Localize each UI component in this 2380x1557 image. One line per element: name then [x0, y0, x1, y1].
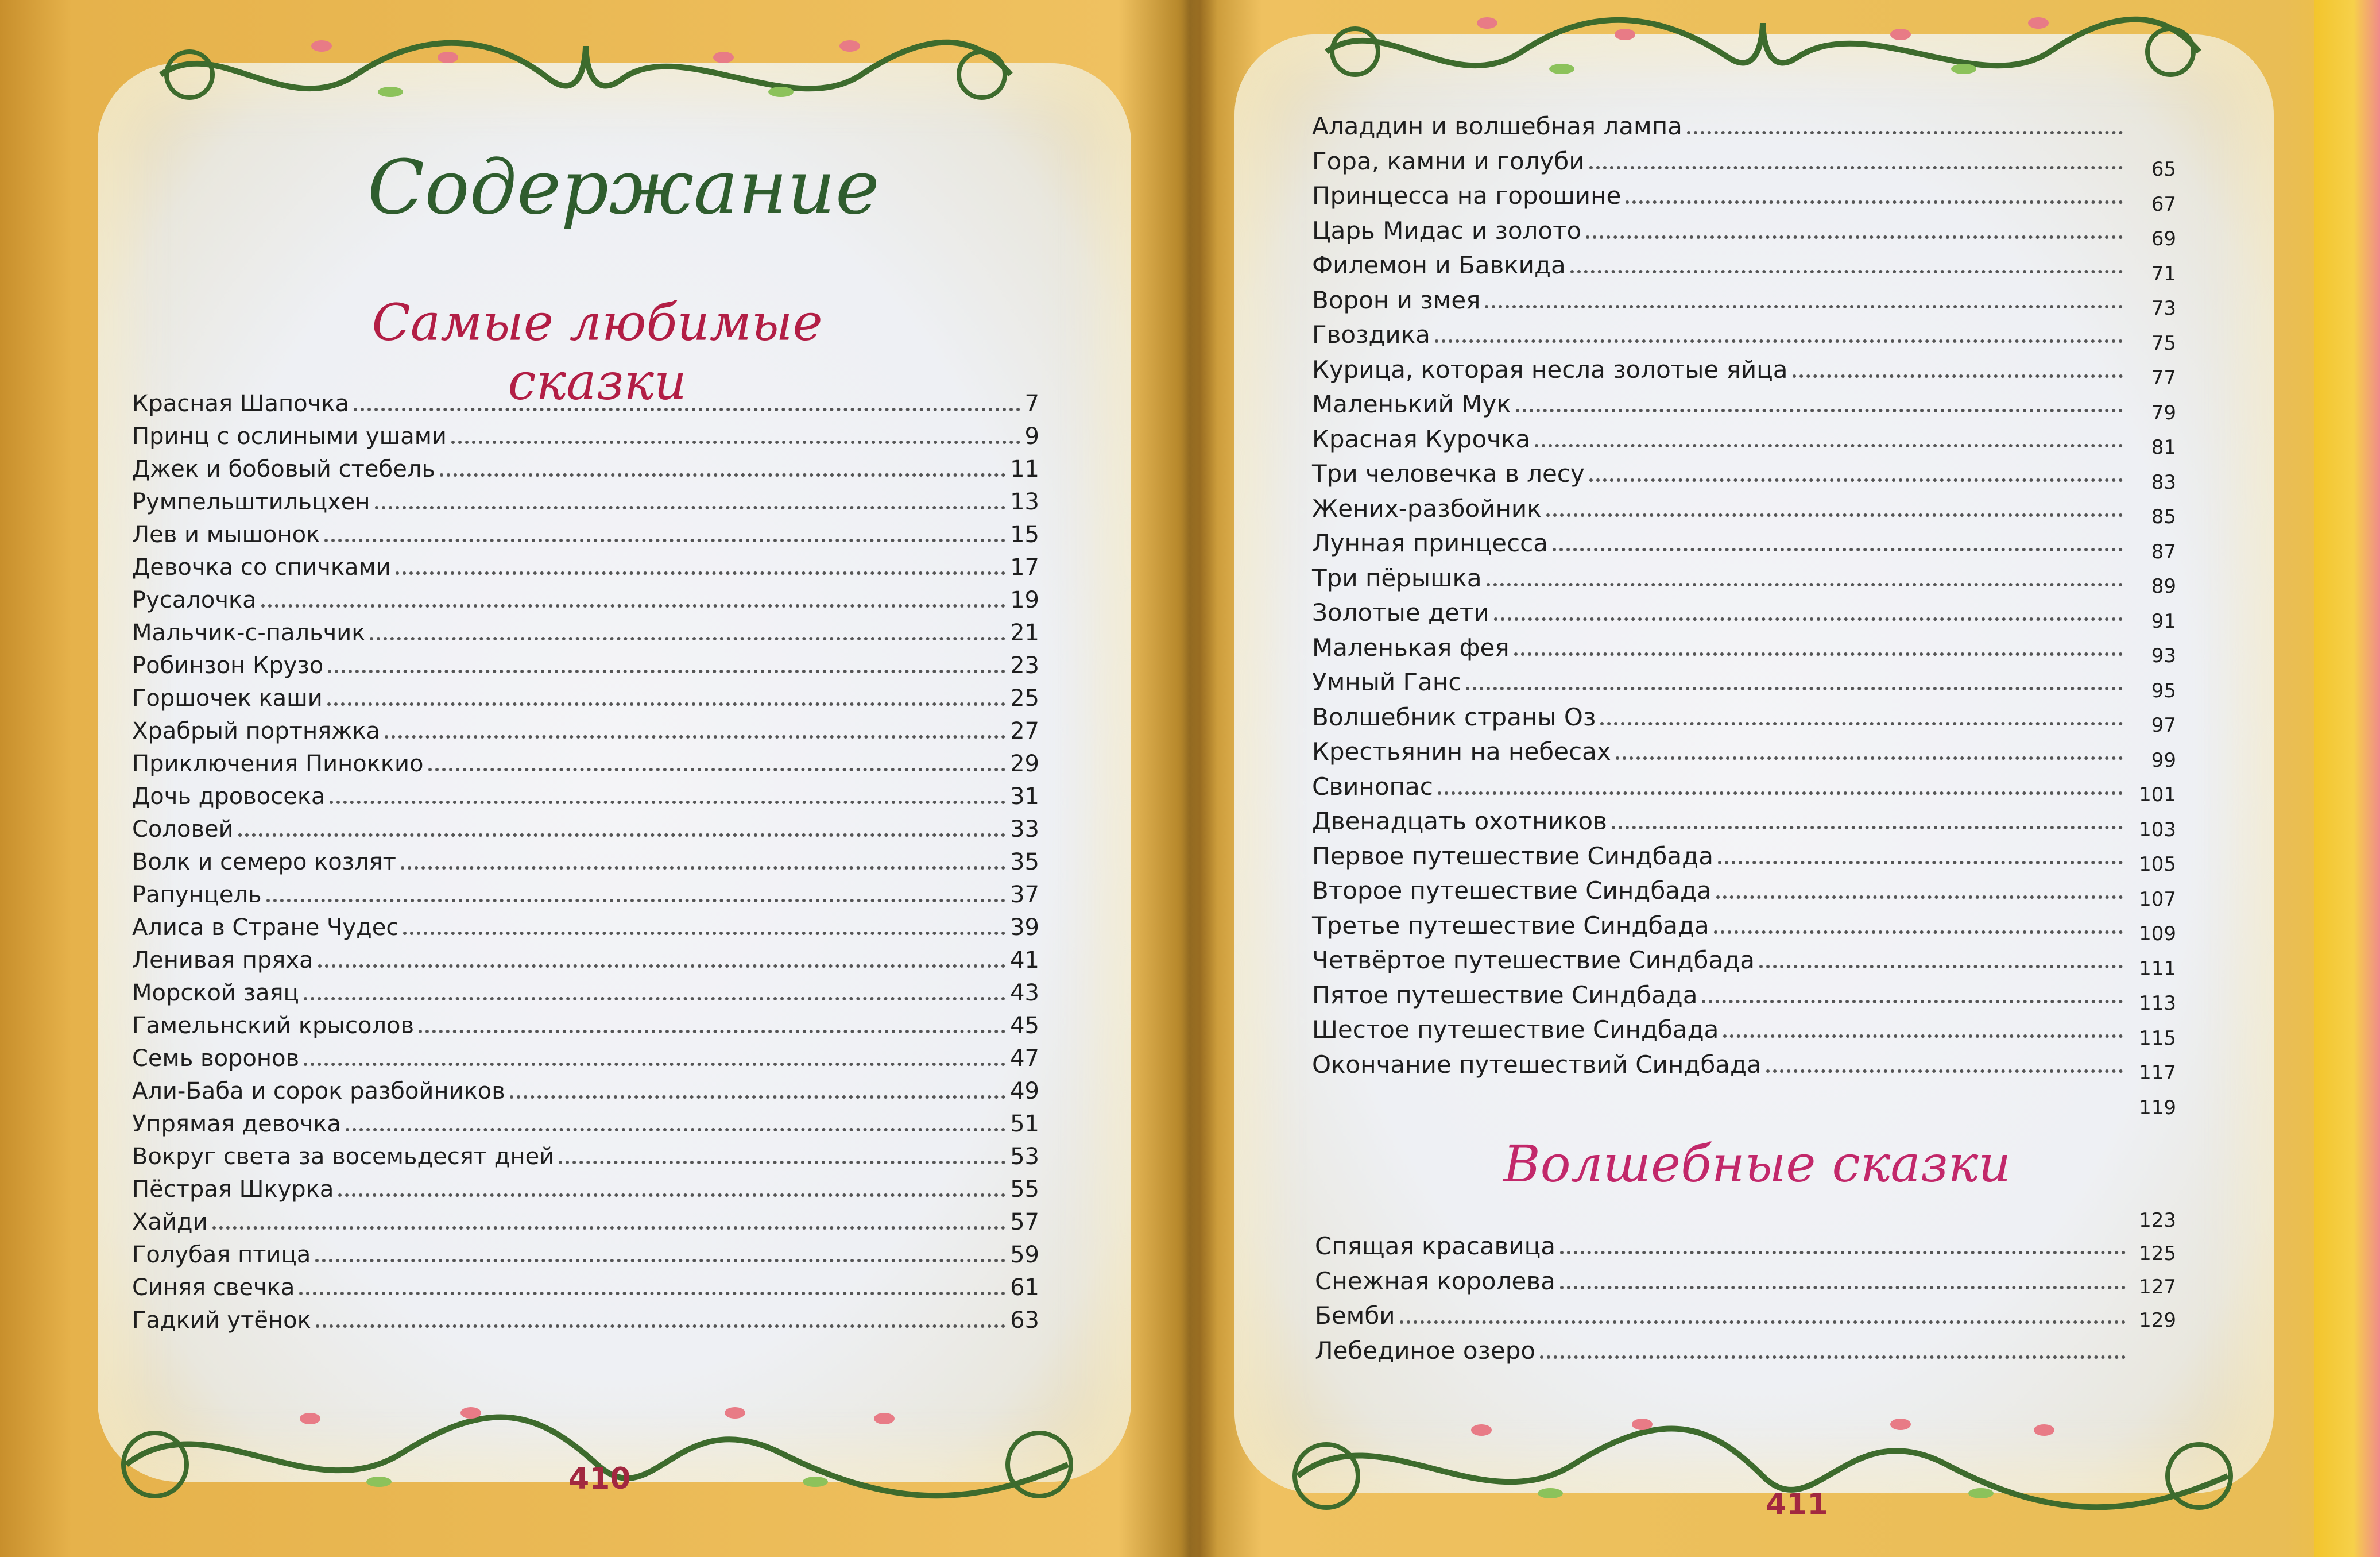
- dot-leader: [338, 1193, 1005, 1197]
- dot-leader: [510, 1095, 1005, 1099]
- toc-entry-title: Пятое путешествие Синдбада: [1312, 980, 1698, 1009]
- toc-entry-title: Морской заяц: [132, 980, 299, 1006]
- toc-entry: [1312, 737, 2179, 772]
- dot-leader: [328, 670, 1005, 673]
- toc-entry: [1312, 390, 2179, 425]
- dot-leader: [1626, 200, 2123, 204]
- toc-entry-title: Мальчик-с-пальчик: [132, 620, 366, 646]
- toc-page-number: 129: [2139, 1309, 2176, 1332]
- dot-leader: [1516, 409, 2123, 412]
- toc-entry: [132, 882, 1039, 914]
- toc-entry-page: 49: [1010, 1078, 1039, 1104]
- dot-leader: [1600, 722, 2123, 725]
- dot-leader: [330, 801, 1005, 804]
- toc-entry-title: Первое путешествие Синдбада: [1312, 841, 1713, 870]
- toc-entry: [132, 521, 1039, 554]
- toc-entry: [1315, 1336, 2182, 1371]
- dot-leader: [315, 1259, 1005, 1262]
- toc-entry: [132, 1176, 1039, 1209]
- toc-entry-title: Румпельштильцхен: [132, 489, 370, 515]
- toc-entry-title: Соловей: [132, 816, 234, 843]
- toc-entry: [132, 620, 1039, 652]
- toc-page-number: 69: [2151, 227, 2176, 250]
- dot-leader: [428, 768, 1006, 771]
- toc-entry: [1315, 1232, 2182, 1267]
- toc-page-number: 81: [2151, 436, 2176, 459]
- toc-entry-title: Упрямая девочка: [132, 1111, 342, 1137]
- toc-entry-page: 13: [1010, 489, 1039, 515]
- toc-entry: [1312, 1050, 2179, 1085]
- toc-entry: [1312, 981, 2179, 1016]
- dot-leader: [1485, 305, 2123, 308]
- toc-entry-title: Третье путешествие Синдбада: [1312, 911, 1709, 940]
- dot-leader: [1546, 513, 2123, 517]
- dot-leader: [304, 997, 1005, 1000]
- page-title: Содержание: [367, 144, 880, 231]
- page-edge: [2314, 0, 2380, 1557]
- toc-entry-title: Лев и мышонок: [132, 521, 320, 548]
- bottom-right-vine-ornament: [1275, 1378, 2251, 1533]
- dot-leader: [1612, 826, 2123, 829]
- toc-page-number: 111: [2139, 957, 2176, 980]
- toc-page-number: 117: [2139, 1061, 2176, 1084]
- dot-leader: [1616, 756, 2123, 760]
- toc-entry: [132, 1242, 1039, 1274]
- toc-entry-title: Хайди: [132, 1209, 208, 1235]
- toc-entry-title: Двенадцать охотников: [1312, 807, 1607, 835]
- dot-leader: [1487, 583, 2123, 586]
- toc-entry-page: 51: [1010, 1111, 1039, 1137]
- dot-leader: [1714, 930, 2123, 934]
- toc-entry: [1312, 425, 2179, 460]
- toc-entry: [1312, 946, 2179, 981]
- toc-entry-title: Красная Шапочка: [132, 391, 349, 417]
- toc-entry-page: 9: [1024, 423, 1039, 450]
- dot-leader: [299, 1292, 1005, 1295]
- toc-entry-title: Принцесса на горошине: [1312, 181, 1622, 210]
- toc-entry-title: Филемон и Бавкида: [1312, 251, 1566, 279]
- toc-page-number: 93: [2151, 644, 2176, 667]
- toc-entry: [1312, 703, 2179, 738]
- toc-entry: [1312, 251, 2179, 286]
- dot-leader: [401, 866, 1005, 870]
- toc-entry-title: Бемби: [1315, 1301, 1395, 1330]
- dot-leader: [440, 473, 1005, 477]
- toc-entry-title: Храбрый портняжка: [132, 718, 380, 744]
- toc-entry-title: Алиса в Стране Чудес: [132, 914, 399, 941]
- toc-entry-title: Голубая птица: [132, 1242, 311, 1268]
- dot-leader: [403, 932, 1005, 935]
- toc-page-number: 113: [2139, 992, 2176, 1015]
- top-left-vine-ornament: [149, 11, 1022, 126]
- toc-entry: [132, 1143, 1039, 1176]
- toc-page-number: 109: [2139, 922, 2176, 945]
- toc-entry: [132, 914, 1039, 947]
- dot-leader: [375, 506, 1006, 509]
- toc-entry-page: 15: [1010, 521, 1039, 548]
- toc-entry-title: Волк и семеро козлят: [132, 849, 396, 875]
- toc-entry-page: 35: [1010, 849, 1039, 875]
- toc-entry-title: Робинзон Крузо: [132, 652, 324, 679]
- dot-leader: [419, 1030, 1005, 1033]
- dot-leader: [1570, 270, 2123, 273]
- toc-entry-page: 59: [1010, 1242, 1039, 1268]
- toc-entry-page: 27: [1010, 718, 1039, 744]
- toc-entry-title: Волшебник страны Оз: [1312, 702, 1596, 731]
- dot-leader: [1560, 1286, 2126, 1289]
- toc-page-number: 83: [2151, 470, 2176, 494]
- toc-entry-page: 23: [1010, 652, 1039, 679]
- dot-leader: [304, 1063, 1005, 1066]
- toc-page-number: 107: [2139, 887, 2176, 911]
- toc-entry-title: Маленькая фея: [1312, 633, 1510, 662]
- toc-entry: [1312, 807, 2179, 842]
- toc-entry: [132, 554, 1039, 587]
- dot-leader: [1400, 1320, 2126, 1324]
- toc-entry-page: 39: [1010, 914, 1039, 941]
- toc-page-number: 65: [2151, 158, 2176, 181]
- toc-entry: [132, 652, 1039, 685]
- dot-leader: [1716, 895, 2123, 899]
- left-toc-list: [132, 391, 1039, 1340]
- toc-entry-page: 37: [1010, 882, 1039, 908]
- toc-entry-title: Ленивая пряха: [132, 947, 314, 973]
- toc-entry-title: Лунная принцесса: [1312, 529, 1548, 557]
- book-gutter: [1183, 0, 1217, 1557]
- toc-entry-title: Гадкий утёнок: [132, 1307, 311, 1334]
- toc-entry: [132, 1111, 1039, 1143]
- toc-entry: [132, 1013, 1039, 1045]
- toc-entry-page: 45: [1010, 1013, 1039, 1039]
- dot-leader: [212, 1226, 1006, 1230]
- toc-page-number: 119: [2139, 1096, 2176, 1119]
- toc-entry-title: Умный Ганс: [1312, 668, 1462, 696]
- toc-entry-page: 25: [1010, 685, 1039, 712]
- toc-entry-title: Окончание путешествий Синдбада: [1312, 1050, 1762, 1079]
- toc-entry: [1312, 633, 2179, 669]
- toc-entry-page: 43: [1010, 980, 1039, 1006]
- dot-leader: [1702, 1000, 2123, 1003]
- dot-leader: [266, 899, 1006, 902]
- toc-entry: [1312, 911, 2179, 946]
- dot-leader: [559, 1161, 1005, 1164]
- toc-entry-page: 41: [1010, 947, 1039, 973]
- toc-entry: [1312, 529, 2179, 564]
- toc-entry-title: Девочка со спичками: [132, 554, 391, 581]
- dot-leader: [346, 1128, 1005, 1131]
- toc-page-number: 99: [2151, 748, 2176, 772]
- toc-page-number: 89: [2151, 575, 2176, 598]
- toc-entry-title: Синяя свечка: [132, 1274, 295, 1301]
- toc-entry-title: Спящая красавица: [1315, 1232, 1555, 1260]
- toc-entry-page: 63: [1010, 1307, 1039, 1334]
- toc-entry: [1312, 112, 2179, 147]
- toc-page-number: 75: [2151, 331, 2176, 355]
- toc-entry-page: 11: [1010, 456, 1039, 482]
- bottom-left-vine-ornament: [103, 1367, 1091, 1522]
- toc-entry: [132, 947, 1039, 980]
- toc-entry: [1312, 320, 2179, 356]
- toc-entry-title: Маленький Мук: [1312, 390, 1511, 418]
- toc-entry-title: Шестое путешествие Синдбада: [1312, 1015, 1719, 1044]
- dot-leader: [1553, 548, 2123, 551]
- toc-page-number: 115: [2139, 1026, 2176, 1050]
- dot-leader: [370, 637, 1005, 640]
- toc-entry-title: Аладдин и волшебная лампа: [1312, 112, 1682, 140]
- toc-page-number: 103: [2139, 818, 2176, 841]
- toc-entry: [1312, 842, 2179, 877]
- toc-entry: [132, 685, 1039, 718]
- toc-entry-title: Русалочка: [132, 587, 257, 613]
- dot-leader: [1494, 617, 2123, 621]
- toc-entry-title: Принц с ослиными ушами: [132, 423, 447, 450]
- toc-entry: [132, 816, 1039, 849]
- toc-entry-title: Четвёртое путешествие Синдбада: [1312, 946, 1755, 974]
- toc-entry: [132, 1274, 1039, 1307]
- toc-page-number: 127: [2139, 1276, 2176, 1299]
- toc-entry: [132, 391, 1039, 423]
- toc-entry: [1312, 876, 2179, 911]
- dot-leader: [1560, 1251, 2126, 1254]
- toc-entry-title: Жених-разбойник: [1312, 494, 1542, 523]
- toc-entry-title: Ворон и змея: [1312, 285, 1481, 314]
- toc-entry: [1312, 668, 2179, 703]
- toc-page-number: 95: [2151, 679, 2176, 702]
- dot-leader: [354, 408, 1020, 411]
- toc-entry: [1312, 147, 2179, 182]
- toc-page-number: 73: [2151, 297, 2176, 320]
- toc-entry: [132, 718, 1039, 751]
- toc-entry: [1315, 1301, 2182, 1336]
- toc-page-number: 125: [2139, 1242, 2176, 1265]
- toc-entry-title: Снежная королева: [1315, 1266, 1555, 1295]
- toc-page-number: 123: [2139, 1209, 2176, 1232]
- toc-entry-title: Джек и бобовый стебель: [132, 456, 435, 482]
- toc-entry: [1312, 564, 2179, 599]
- toc-entry: [132, 783, 1039, 816]
- dot-leader: [1723, 1034, 2123, 1038]
- toc-entry-page: 53: [1010, 1143, 1039, 1170]
- toc-entry-page: 21: [1010, 620, 1039, 646]
- toc-entry: [132, 849, 1039, 882]
- toc-entry-title: Приключения Пиноккио: [132, 751, 424, 777]
- toc-entry: [1312, 1015, 2179, 1050]
- dot-leader: [1535, 444, 2123, 447]
- toc-entry: [132, 423, 1039, 456]
- toc-entry: [1312, 356, 2179, 391]
- toc-entry-title: Гвоздика: [1312, 320, 1430, 349]
- toc-entry-title: Пёстрая Шкурка: [132, 1176, 334, 1203]
- toc-entry: [1312, 772, 2179, 808]
- toc-entry: [132, 1307, 1039, 1340]
- toc-entry-title: Семь воронов: [132, 1045, 300, 1072]
- toc-entry: [132, 1209, 1039, 1242]
- dot-leader: [1589, 166, 2123, 169]
- dot-leader: [396, 571, 1005, 575]
- toc-entry-page: 7: [1024, 391, 1039, 417]
- dot-leader: [324, 539, 1005, 542]
- top-right-vine-ornament: [1315, 0, 2211, 115]
- toc-entry-title: Царь Мидас и золото: [1312, 216, 1582, 245]
- toc-entry-title: Красная Курочка: [1312, 424, 1531, 453]
- dot-leader: [451, 441, 1020, 444]
- toc-entry-page: 19: [1010, 587, 1039, 613]
- toc-entry: [132, 1045, 1039, 1078]
- toc-page-number: 91: [2151, 609, 2176, 633]
- toc-entry-page: 47: [1010, 1045, 1039, 1072]
- dot-leader: [316, 1324, 1005, 1328]
- toc-entry-title: Гамельнский крысолов: [132, 1013, 415, 1039]
- dot-leader: [1435, 339, 2123, 343]
- toc-entry-page: 55: [1010, 1176, 1039, 1203]
- page-number-right: 411: [1766, 1488, 1828, 1522]
- right-toc-magic-list: [1315, 1232, 2182, 1371]
- dot-leader: [1466, 687, 2123, 690]
- toc-page-number: 85: [2151, 505, 2176, 528]
- toc-page-number: 71: [2151, 262, 2176, 285]
- dot-leader: [1766, 1069, 2123, 1073]
- toc-entry: [1315, 1267, 2182, 1302]
- toc-entry-page: 57: [1010, 1209, 1039, 1235]
- toc-page-number: 67: [2151, 192, 2176, 216]
- dot-leader: [238, 833, 1005, 837]
- dot-leader: [1540, 1355, 2126, 1359]
- dot-leader: [1759, 965, 2123, 968]
- toc-entry-page: 29: [1010, 751, 1039, 777]
- dot-leader: [261, 604, 1005, 608]
- toc-entry-title: Три человечка в лесу: [1312, 459, 1585, 488]
- toc-entry-title: Свинопас: [1312, 772, 1433, 801]
- dot-leader: [327, 702, 1005, 706]
- dot-leader: [1589, 478, 2123, 482]
- dot-leader: [1438, 791, 2123, 795]
- dot-leader: [1514, 652, 2123, 656]
- toc-entry-title: Дочь дровосека: [132, 783, 326, 810]
- dot-leader: [1793, 374, 2123, 378]
- toc-entry-title: Рапунцель: [132, 882, 262, 908]
- toc-entry-title: Али-Баба и сорок разбойников: [132, 1078, 505, 1104]
- toc-page-number: 77: [2151, 366, 2176, 389]
- toc-page-number: 105: [2139, 853, 2176, 876]
- toc-entry-title: Три пёрышка: [1312, 563, 1482, 592]
- toc-page-number: 97: [2151, 714, 2176, 737]
- toc-entry: [1312, 181, 2179, 217]
- toc-entry-page: 31: [1010, 783, 1039, 810]
- right-toc-list: [1312, 112, 2179, 1085]
- toc-page-number: 79: [2151, 401, 2176, 424]
- toc-entry-title: Вокруг света за восемьдесят дней: [132, 1143, 555, 1170]
- page-number-left: 410: [568, 1462, 631, 1496]
- toc-entry: [1312, 286, 2179, 321]
- toc-entry-title: Крестьянин на небесах: [1312, 737, 1611, 766]
- toc-entry-title: Лебединое озеро: [1315, 1336, 1536, 1365]
- toc-entry: [132, 1078, 1039, 1111]
- section-title-magic-tales: Волшебные сказки: [1503, 1134, 2011, 1193]
- dot-leader: [318, 964, 1006, 968]
- dot-leader: [1687, 131, 2123, 134]
- toc-entry-page: 17: [1010, 554, 1039, 581]
- toc-entry-page: 61: [1010, 1274, 1039, 1301]
- toc-entry: [132, 751, 1039, 783]
- toc-entry-title: Гора, камни и голуби: [1312, 146, 1585, 175]
- toc-page-number: 101: [2139, 783, 2176, 806]
- dot-leader: [1718, 861, 2123, 864]
- toc-entry-title: Горшочек каши: [132, 685, 323, 712]
- toc-entry: [132, 980, 1039, 1013]
- toc-entry-page: 33: [1010, 816, 1039, 843]
- toc-entry: [1312, 598, 2179, 633]
- toc-page-number: 87: [2151, 540, 2176, 563]
- toc-entry: [132, 489, 1039, 521]
- toc-entry: [1312, 217, 2179, 252]
- toc-entry: [1312, 459, 2179, 494]
- toc-entry-title: Курица, которая несла золотые яйца: [1312, 355, 1788, 384]
- toc-entry: [132, 456, 1039, 489]
- dot-leader: [385, 735, 1005, 739]
- toc-entry-title: Второе путешествие Синдбада: [1312, 876, 1712, 905]
- toc-entry-title: Золотые дети: [1312, 598, 1489, 627]
- toc-entry: [132, 587, 1039, 620]
- dot-leader: [1586, 235, 2123, 239]
- toc-entry: [1312, 494, 2179, 530]
- section-title-favorite-tales: Самые любимые сказки: [371, 293, 823, 411]
